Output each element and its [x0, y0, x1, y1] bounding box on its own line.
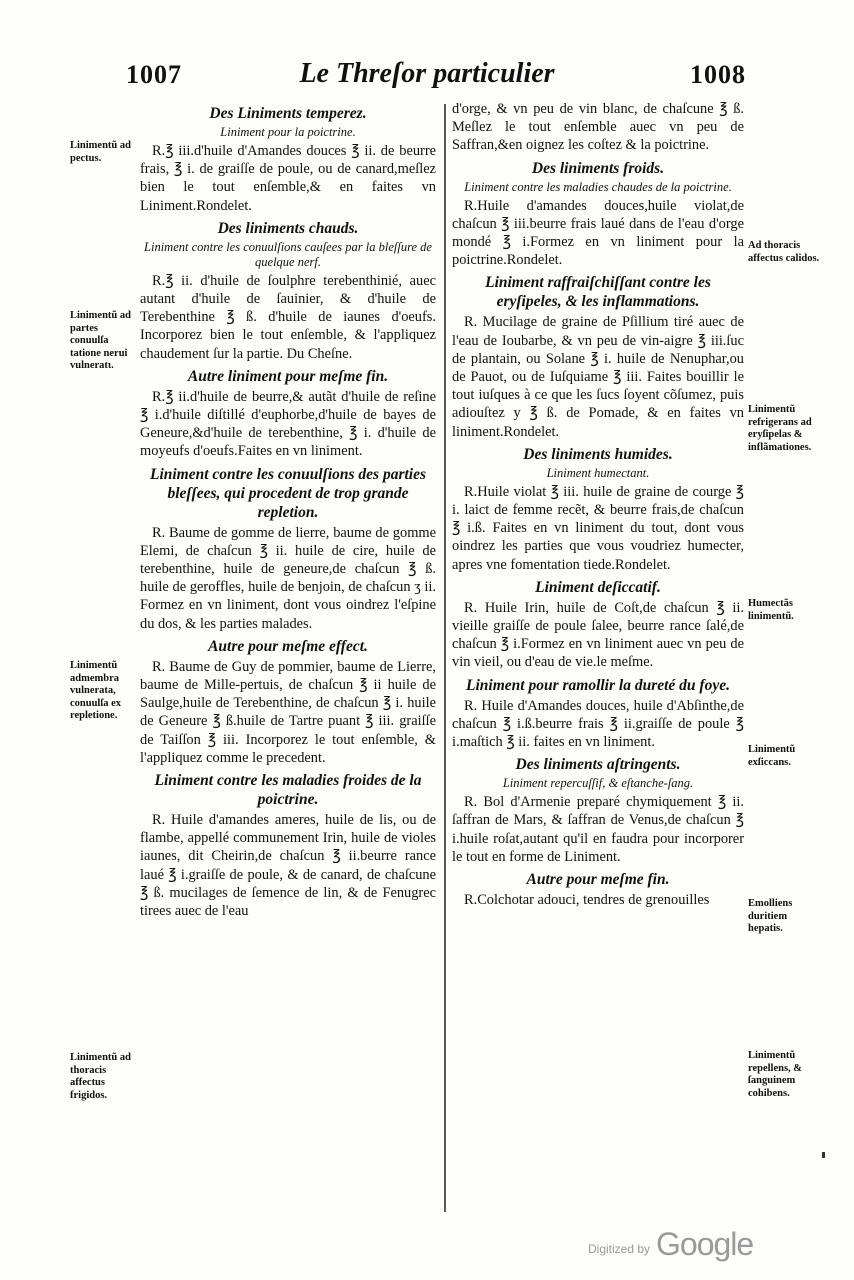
margin-note: Humectãs linimentũ.	[748, 598, 794, 622]
page-number-left: 1007	[126, 60, 182, 89]
margin-note: Linimentũ exſiccans.	[748, 744, 796, 768]
margin-note: Ad thoracis affectus calidos.	[748, 240, 820, 264]
section-heading: Autre pour meſme fin.	[526, 871, 670, 889]
recipe-subtitle: Liniment contre les conuulſions cauſees par la bleſſure de quelque nerf.	[144, 239, 432, 269]
recipe-paragraph: R. Baume de Guy de pommier, baume de Lierre, baume de Mille-pertuis, de chaſcun ℥ ii huile de Saulge,huile de Terebenthine, de chaſcun ℥ i. huile de Geneure ℥ ß.huile de Tartre puant ℥ iii. graiſſe de Taiſſon ℥ iii. Incorporez le tout enſemble, & l'appliquez comme le precedent.	[140, 658, 436, 766]
recipe-subtitle: Liniment contre les maladies chaudes de la poictrine.	[464, 179, 732, 194]
section-heading: Autre liniment pour meſme fin.	[187, 367, 389, 385]
recipe-subtitle: Liniment humectant.	[546, 465, 650, 480]
margin-note: Linimentũ admembra vulnerata, conuulſa ex repletione.	[70, 660, 122, 721]
margin-note: Linimentũ ad thoracis affectus frigidos.	[70, 1052, 131, 1101]
ink-speck	[822, 1152, 825, 1158]
recipe-paragraph: R. Bol d'Armenie preparé chymiquement ℥ ii. ſaffran de Mars, & ſaffran de Venus,de chaſcun ℥ i.huile roſat,autant qu'il en faudra pour incorporer le tout en forme de Liniment.	[452, 794, 744, 865]
digitized-label: Digitized by	[588, 1242, 651, 1256]
google-logo: Google	[656, 1226, 754, 1262]
section-heading: Liniment raffraiſchiſſant contre les eryſipeles, & les inflammations.	[485, 274, 711, 311]
section-heading: Autre pour meſme effect.	[208, 637, 368, 655]
section-heading: Des liniments froids.	[531, 159, 665, 177]
recipe-paragraph: R. Huile d'amandes ameres, huile de lis, ou de flambe, appellé communement Irin, huile de violes iaunes, dit Cheirin,de chaſcun ℥ ii.beurre rance laué ℥ i.graiſſe de poule, & de canard, de chaſcune ℥ ß. mucilages de ſemence de lin, & de Fenugrec tirees auec de l'eau	[140, 812, 436, 920]
recipe-paragraph: R.Huile d'amandes douces,huile violat,de chaſcun ℥ iii.beurre frais laué dans de l'eau d'orge mondé ℥ i.Formez en vn liniment pour la poictrine.Rondelet.	[452, 197, 744, 269]
recipe-subtitle: Liniment repercuſſif, & eſtanche-ſang.	[502, 776, 694, 791]
recipe-paragraph: R.℥ ii.d'huile de beurre,& autãt d'huile de reſine ℥ i.d'huile diſtillé d'euphorbe,d'huile de bayes de Geneure,&d'huile de terebenthine, ℥ i. d'huile de moyeufs d'oeufs.Faites en vn liniment.	[140, 388, 436, 460]
column-divider	[444, 104, 446, 1212]
recipe-paragraph: R. Baume de gomme de lierre, baume de gomme Elemi, de chaſcun ℥ ii. huile de cire, huile de terebenthine, huile de geneure,de chaſcun ℥ ß. huile de geroffles, huile de benjoin, de chaſcun ʒ ii. Formez en vn liniment, dont vous oindrez l'eſpine du dos, & les parties malades.	[140, 524, 436, 632]
section-heading: Liniment pour ramollir la dureté du foye.	[466, 676, 730, 694]
recipe-paragraph: R.℥ ii. d'huile de ſoulphre terebenthinié, auec autant d'huile de ſauinier, & d'huile de Terebenthine ℥ ß. d'huile de iaunes d'oeufs. Incorporez bien le tout enſemble, & l'appliquez chaudement ſur la partie. Du Cheſne.	[140, 272, 436, 362]
margin-note: Emolliens duritiem hepatis.	[748, 898, 793, 934]
google-watermark	[588, 1228, 838, 1264]
section-heading: Liniment contre les conuulſions des parties bleſſees, qui procedent de trop grande repletion.	[149, 465, 426, 521]
section-heading: Des liniments humides.	[523, 445, 673, 463]
recipe-paragraph: R. Huile d'Amandes douces, huile d'Abſinthe,de chaſcun ℥ i.ß.beurre frais ℥ ii.graiſſe de poule ℥ i.maſtich ℥ ii. faites en vn liniment.	[452, 697, 744, 751]
left-column	[140, 100, 436, 920]
section-heading: Liniment deſiccatif.	[535, 578, 661, 596]
right-column	[452, 100, 744, 909]
recipe-paragraph: d'orge, & vn peu de vin blanc, de chaſcune ℥ ß. Meſlez le tout enſemble auec vn peu de Saffran,&en oignez les coſtez & la poictrine.	[452, 101, 744, 154]
running-title: Le Threſor particulier	[299, 58, 555, 89]
page-number-right: 1008	[690, 60, 746, 89]
section-heading: Liniment contre les maladies froides de la poictrine.	[154, 772, 422, 809]
margin-note: Linimentũ ad pectus.	[70, 140, 131, 164]
recipe-paragraph: R.Huile violat ℥ iii. huile de graine de courge ℥ i. laict de femme recẽt, & beurre frais,de chaſcun ℥ i.ß. Faites en vn liniment du tout, dont vous oindrez les parties que vous voudriez humecter, apres vne fomentation tiede.Rondelet.	[452, 483, 744, 573]
margin-note: Linimentũ repellens, & ſanguinem cohibens.	[748, 1050, 803, 1099]
recipe-paragraph: R. Huile Irin, huile de Coſt,de chaſcun ℥ ii. vieille graiſſe de poule ſalee, beurre rance ſalé,de chaſcun ℥ i.Formez en vn liniment auec vn peu de vin vieil, ou d'eau de vie.le meſme.	[452, 599, 744, 671]
section-heading: Des Liniments temperez.	[209, 105, 367, 122]
margin-note: Linimentũ refrigerans ad eryſipelas & inflãmationes.	[748, 404, 812, 453]
recipe-subtitle: Liniment pour la poictrine.	[220, 125, 356, 139]
recipe-paragraph: R. Mucilage de graine de Pſillium tiré auec de l'eau de Ioubarbe, & vn peu de vin-aigre ℥ iii.ſuc de plantain, ou Solane ℥ i. huile de Nenuphar,ou de Pauot, ou de Iuſquiame ℥ iii. Faites bouillir le tout iuſques à ce que les ſucs ſoyent cõſumez, puis adiouſtez y ℥ ß. de Pomade, & en faites vn liniment.Rondelet.	[452, 314, 744, 440]
margin-note: Linimentũ ad partes conuulſa tatione nerui vulneratι.	[70, 310, 131, 371]
section-heading: Des liniments chauds.	[217, 219, 359, 237]
recipe-paragraph: R.℥ iii.d'huile d'Amandes douces ℥ ii. de beurre frais, ℥ i. de graiſſe de poule, ou de canard,meſlez bien le tout enſemble,& en faites vn Liniment.Rondelet.	[140, 143, 436, 214]
recipe-paragraph: R.Colchotar adouci, tendres de grenouilles	[464, 892, 710, 909]
section-heading: Des liniments aſtringents.	[515, 756, 681, 774]
